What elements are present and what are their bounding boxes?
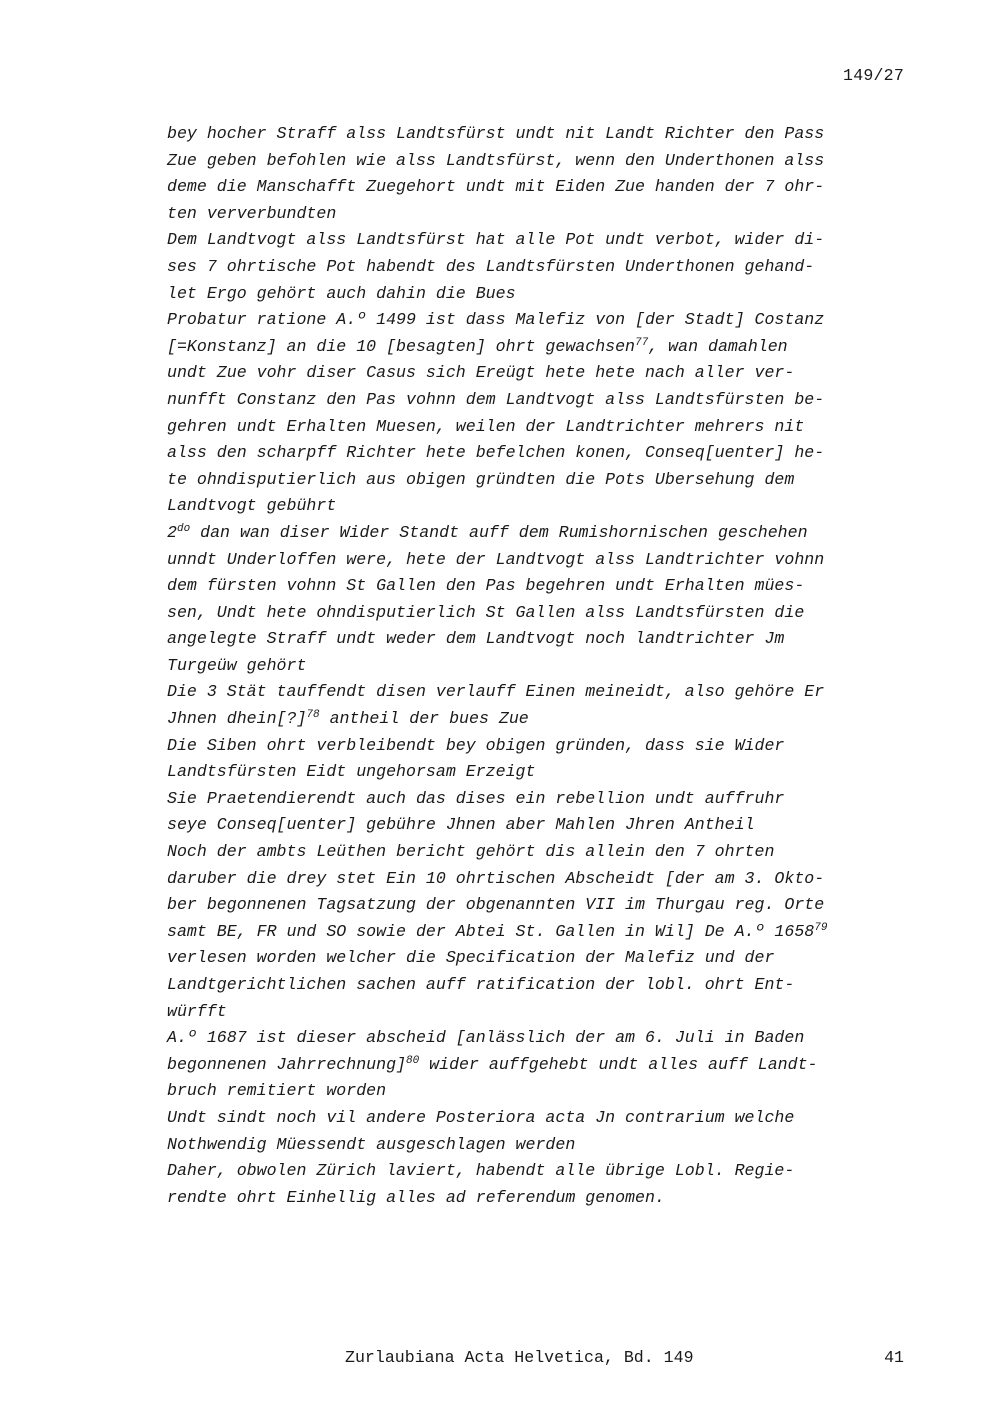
text-line — [167, 600, 912, 627]
text-line — [167, 1078, 912, 1105]
line-text: Daher, obwolen Zürich laviert, habendt alle übrige Lobl. Regie- — [167, 1161, 795, 1181]
line-text: undt Zue vohr diser Casus sich Ereügt hete hete nach aller ver- — [167, 363, 795, 383]
text-line — [167, 414, 912, 441]
text-line — [167, 547, 912, 574]
line-text: bruch remitiert worden — [167, 1081, 387, 1101]
page-reference: 149/27 — [843, 66, 904, 85]
line-text: Landtsfürsten Eidt ungehorsam Erzeigt — [167, 762, 536, 782]
line-text: ten ververbundten — [167, 203, 337, 223]
line-text: let Ergo gehört auch dahin die Bues — [167, 283, 516, 303]
line-text: bey hocher Straff alss Landtsfürst undt nit Landt Richter den Pass — [167, 124, 825, 143]
text-line — [167, 467, 912, 494]
line-text: Probatur ratione A.º 1499 ist dass Malefiz von [der Stadt] Costanz — [167, 310, 825, 330]
line-text: ber begonnenen Tagsatzung der obgenannten VII im Thurgau reg. Orte — [167, 895, 825, 915]
line-text: Zue geben befohlen wie alss Landtsfürst, wenn den Underthonen alss — [167, 150, 825, 170]
line-text: dem fürsten vohnn St Gallen den Pas begehren undt Erhalten mües- — [167, 576, 805, 596]
line-text: ses 7 ohrtische Pot habendt des Landtsfürsten Underthonen gehand- — [167, 256, 815, 276]
line-text: 2 — [167, 522, 177, 542]
line-text: begonnenen Jahrrechnung] — [167, 1054, 406, 1074]
text-line — [167, 786, 912, 813]
text-line — [167, 440, 912, 467]
line-text: A.º 1687 ist dieser abscheid [anlässlich der am 6. Juli in Baden — [167, 1028, 805, 1048]
line-text: samt BE, FR und SO sowie der Abtei St. Gallen in Wil] De A.º 1658 — [167, 921, 815, 941]
line-text: unndt Underloffen were, hete der Landtvogt alss Landtrichter vohnn — [167, 549, 825, 569]
line-text-continued: wider auffgehebt undt alles auff Landt- — [419, 1054, 818, 1074]
footnote-marker: 78 — [306, 709, 320, 722]
line-text: rendte ohrt Einhellig alles ad referendum genomen. — [167, 1187, 665, 1207]
footnote-marker: 79 — [814, 921, 828, 934]
text-line — [167, 839, 912, 866]
line-text: Die 3 Stät tauffendt disen verlauff Einen meineidt, also gehöre Er — [167, 682, 825, 702]
text-line — [167, 626, 912, 653]
text-line — [167, 1052, 912, 1079]
line-text: sen, Undt hete ohndisputierlich St Gallen alss Landtsfürsten die — [167, 602, 805, 622]
text-line — [167, 520, 912, 547]
text-line — [167, 733, 912, 760]
line-text: nunfft Constanz den Pas vohnn dem Landtvogt alss Landtsfürsten be- — [167, 389, 825, 409]
text-line — [167, 706, 912, 733]
text-line — [167, 759, 912, 786]
line-text-continued: , wan damahlen — [648, 336, 788, 356]
text-line — [167, 307, 912, 334]
text-line — [167, 653, 912, 680]
line-text: verlesen worden welcher die Specification der Malefiz und der — [167, 948, 775, 968]
text-line — [167, 1158, 912, 1185]
text-line — [167, 254, 912, 281]
text-line — [167, 866, 912, 893]
footer-title: Zurlaubiana Acta Helvetica, Bd. 149 — [345, 1348, 694, 1367]
line-text: Turgeüw gehört — [167, 655, 307, 675]
line-text: gehren undt Erhalten Muesen, weilen der Landtrichter mehrers nit — [167, 416, 805, 436]
text-line — [167, 174, 912, 201]
line-text: alss den scharpff Richter hete befelchen konen, Conseq[uenter] he- — [167, 443, 825, 463]
line-text: seye Conseq[uenter] gebühre Jhnen aber Mahlen Jhren Antheil — [167, 815, 755, 835]
line-text: Landtvogt gebührt — [167, 496, 337, 516]
line-text: Dem Landtvogt alss Landtsfürst hat alle Pot undt verbot, wider di- — [167, 230, 825, 250]
line-text: Nothwendig Müessendt ausgeschlagen werden — [167, 1134, 576, 1154]
line-text: Jhnen dhein[?] — [167, 709, 307, 729]
text-line — [167, 227, 912, 254]
text-line — [167, 1025, 912, 1052]
footnote-marker: 77 — [635, 336, 649, 349]
footnote-marker: do — [176, 522, 191, 535]
text-line — [167, 573, 912, 600]
text-line — [167, 1185, 912, 1212]
line-text: te ohndisputierlich aus obigen gründten die Pots Ubersehung dem — [167, 469, 795, 489]
footnote-marker: 80 — [406, 1054, 420, 1067]
line-text: Sie Praetendierendt auch das dises ein rebellion undt auffruhr — [167, 788, 785, 808]
line-text: Die Siben ohrt verbleibendt bey obigen gründen, dass sie Wider — [167, 735, 785, 755]
text-line — [167, 334, 912, 361]
text-line — [167, 493, 912, 520]
line-text-continued: antheil der bues Zue — [319, 709, 529, 729]
line-text: [=Konstanz] an die 10 [besagten] ohrt gewachsen — [167, 336, 636, 356]
line-text: deme die Manschafft Zuegehort undt mit Eiden Zue handen der 7 ohr- — [167, 177, 825, 197]
text-line — [167, 360, 912, 387]
line-text: würfft — [167, 1001, 227, 1021]
footer-page-number: 41 — [884, 1348, 904, 1367]
text-line — [167, 812, 912, 839]
text-line — [167, 892, 912, 919]
text-line — [167, 387, 912, 414]
line-text: Landtgerichtlichen sachen auff ratification der lobl. ohrt Ent- — [167, 975, 795, 994]
text-line — [167, 121, 912, 148]
transcription-body — [167, 121, 912, 1211]
text-line — [167, 281, 912, 308]
text-line — [167, 679, 912, 706]
line-text: Noch der ambts Leüthen bericht gehört dis allein den 7 ohrten — [167, 842, 775, 862]
line-text-continued: dan wan diser Wider Standt auff dem Rumishornischen geschehen — [190, 522, 808, 542]
text-line — [167, 148, 912, 175]
line-text: daruber die drey stet Ein 10 ohrtischen Abscheidt [der am 3. Okto- — [167, 868, 825, 888]
line-text: angelegte Straff undt weder dem Landtvogt noch landtrichter Jm — [167, 629, 785, 649]
line-text: Undt sindt noch vil andere Posteriora acta Jn contrarium welche — [167, 1107, 795, 1127]
text-line — [167, 919, 912, 946]
text-line — [167, 945, 912, 972]
text-line — [167, 972, 912, 999]
text-line — [167, 201, 912, 228]
text-line — [167, 999, 912, 1026]
text-line — [167, 1132, 912, 1159]
text-line — [167, 1105, 912, 1132]
